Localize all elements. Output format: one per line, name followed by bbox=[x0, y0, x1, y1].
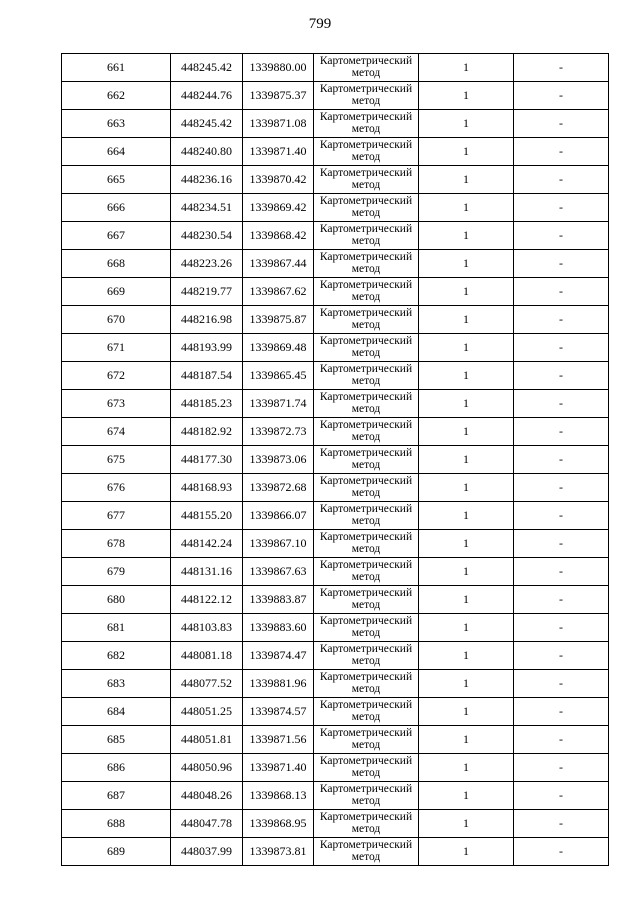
accuracy-cell: 1 bbox=[419, 166, 514, 194]
table-row bbox=[62, 278, 609, 306]
method-text-line-1: Картометрический bbox=[319, 195, 413, 207]
point-number-cell: 683 bbox=[62, 670, 171, 698]
x-coordinate-cell: 448077.52 bbox=[171, 670, 243, 698]
accuracy-cell: 1 bbox=[419, 838, 514, 866]
point-number-cell: 675 bbox=[62, 446, 171, 474]
table-row bbox=[62, 614, 609, 642]
description-cell: - bbox=[514, 782, 609, 810]
table-row bbox=[62, 334, 609, 362]
description-cell: - bbox=[514, 754, 609, 782]
point-number-cell: 684 bbox=[62, 698, 171, 726]
method-cell bbox=[314, 586, 419, 614]
method-text-line-2: метод bbox=[351, 431, 381, 443]
method-cell bbox=[314, 474, 419, 502]
point-number-cell: 674 bbox=[62, 418, 171, 446]
method-text-line-1: Картометрический bbox=[319, 671, 413, 683]
table-row bbox=[62, 194, 609, 222]
point-number-cell: 679 bbox=[62, 558, 171, 586]
point-number-cell: 676 bbox=[62, 474, 171, 502]
method-cell bbox=[314, 250, 419, 278]
x-coordinate-cell: 448236.16 bbox=[171, 166, 243, 194]
table-row bbox=[62, 754, 609, 782]
method-text-line-2: метод bbox=[351, 627, 381, 639]
method-cell bbox=[314, 838, 419, 866]
description-cell: - bbox=[514, 138, 609, 166]
method-text-line-2: метод bbox=[351, 67, 381, 79]
description-cell: - bbox=[514, 306, 609, 334]
accuracy-cell: 1 bbox=[419, 334, 514, 362]
point-number-cell: 661 bbox=[62, 54, 171, 82]
method-text-line-1: Картометрический bbox=[319, 307, 413, 319]
method-text-line-2: метод bbox=[351, 123, 381, 135]
page-number: 799 bbox=[308, 16, 332, 32]
accuracy-cell: 1 bbox=[419, 250, 514, 278]
y-coordinate-cell: 1339874.57 bbox=[243, 698, 314, 726]
x-coordinate-cell: 448051.25 bbox=[171, 698, 243, 726]
method-cell bbox=[314, 306, 419, 334]
x-coordinate-cell: 448155.20 bbox=[171, 502, 243, 530]
table-row bbox=[62, 670, 609, 698]
x-coordinate-cell: 448050.96 bbox=[171, 754, 243, 782]
y-coordinate-cell: 1339865.45 bbox=[243, 362, 314, 390]
table-row bbox=[62, 586, 609, 614]
method-cell bbox=[314, 502, 419, 530]
accuracy-cell: 1 bbox=[419, 670, 514, 698]
method-text-line-2: метод bbox=[351, 487, 381, 499]
y-coordinate-cell: 1339870.42 bbox=[243, 166, 314, 194]
method-text-line-1: Картометрический bbox=[319, 83, 413, 95]
method-cell bbox=[314, 558, 419, 586]
point-number-cell: 681 bbox=[62, 614, 171, 642]
method-text-line-1: Картометрический bbox=[319, 755, 413, 767]
method-text-line-2: метод bbox=[351, 347, 381, 359]
y-coordinate-cell: 1339874.47 bbox=[243, 642, 314, 670]
method-cell bbox=[314, 82, 419, 110]
method-text-line-1: Картометрический bbox=[319, 615, 413, 627]
method-text-line-1: Картометрический bbox=[319, 727, 413, 739]
table-row bbox=[62, 474, 609, 502]
y-coordinate-cell: 1339873.81 bbox=[243, 838, 314, 866]
accuracy-cell: 1 bbox=[419, 502, 514, 530]
point-number-cell: 689 bbox=[62, 838, 171, 866]
table-row bbox=[62, 726, 609, 754]
method-text-line-1: Картометрический bbox=[319, 55, 413, 67]
method-text-line-2: метод bbox=[351, 823, 381, 835]
table-row bbox=[62, 362, 609, 390]
description-cell: - bbox=[514, 810, 609, 838]
coordinates-table bbox=[61, 53, 609, 866]
table-row bbox=[62, 698, 609, 726]
method-text-line-1: Картометрический bbox=[319, 559, 413, 571]
method-text-line-2: метод bbox=[351, 655, 381, 667]
accuracy-cell: 1 bbox=[419, 530, 514, 558]
method-text-line-1: Картометрический bbox=[319, 223, 413, 235]
method-cell bbox=[314, 726, 419, 754]
accuracy-cell: 1 bbox=[419, 82, 514, 110]
method-text-line-1: Картометрический bbox=[319, 839, 413, 851]
x-coordinate-cell: 448182.92 bbox=[171, 418, 243, 446]
point-number-cell: 662 bbox=[62, 82, 171, 110]
description-cell: - bbox=[514, 222, 609, 250]
table-row bbox=[62, 390, 609, 418]
method-text-line-2: метод bbox=[351, 179, 381, 191]
method-cell bbox=[314, 222, 419, 250]
description-cell: - bbox=[514, 726, 609, 754]
table-row bbox=[62, 782, 609, 810]
method-text-line-2: метод bbox=[351, 795, 381, 807]
accuracy-cell: 1 bbox=[419, 614, 514, 642]
method-cell bbox=[314, 166, 419, 194]
point-number-cell: 663 bbox=[62, 110, 171, 138]
description-cell: - bbox=[514, 334, 609, 362]
description-cell: - bbox=[514, 54, 609, 82]
y-coordinate-cell: 1339871.56 bbox=[243, 726, 314, 754]
accuracy-cell: 1 bbox=[419, 418, 514, 446]
accuracy-cell: 1 bbox=[419, 446, 514, 474]
description-cell: - bbox=[514, 82, 609, 110]
table-row bbox=[62, 558, 609, 586]
y-coordinate-cell: 1339872.73 bbox=[243, 418, 314, 446]
method-text-line-1: Картометрический bbox=[319, 279, 413, 291]
point-number-cell: 678 bbox=[62, 530, 171, 558]
x-coordinate-cell: 448131.16 bbox=[171, 558, 243, 586]
y-coordinate-cell: 1339875.87 bbox=[243, 306, 314, 334]
accuracy-cell: 1 bbox=[419, 138, 514, 166]
method-text-line-2: метод bbox=[351, 151, 381, 163]
x-coordinate-cell: 448244.76 bbox=[171, 82, 243, 110]
accuracy-cell: 1 bbox=[419, 726, 514, 754]
accuracy-cell: 1 bbox=[419, 782, 514, 810]
y-coordinate-cell: 1339871.40 bbox=[243, 754, 314, 782]
point-number-cell: 664 bbox=[62, 138, 171, 166]
x-coordinate-cell: 448103.83 bbox=[171, 614, 243, 642]
y-coordinate-cell: 1339875.37 bbox=[243, 82, 314, 110]
method-text-line-2: метод bbox=[351, 599, 381, 611]
method-text-line-2: метод bbox=[351, 403, 381, 415]
x-coordinate-cell: 448168.93 bbox=[171, 474, 243, 502]
method-text-line-1: Картометрический bbox=[319, 475, 413, 487]
method-cell bbox=[314, 278, 419, 306]
x-coordinate-cell: 448142.24 bbox=[171, 530, 243, 558]
y-coordinate-cell: 1339868.95 bbox=[243, 810, 314, 838]
y-coordinate-cell: 1339867.10 bbox=[243, 530, 314, 558]
accuracy-cell: 1 bbox=[419, 698, 514, 726]
x-coordinate-cell: 448216.98 bbox=[171, 306, 243, 334]
description-cell: - bbox=[514, 446, 609, 474]
method-cell bbox=[314, 418, 419, 446]
table-row bbox=[62, 418, 609, 446]
table-row bbox=[62, 138, 609, 166]
method-text-line-1: Картометрический bbox=[319, 167, 413, 179]
accuracy-cell: 1 bbox=[419, 586, 514, 614]
point-number-cell: 688 bbox=[62, 810, 171, 838]
method-cell bbox=[314, 642, 419, 670]
x-coordinate-cell: 448081.18 bbox=[171, 642, 243, 670]
description-cell: - bbox=[514, 110, 609, 138]
point-number-cell: 673 bbox=[62, 390, 171, 418]
method-text-line-1: Картометрический bbox=[319, 391, 413, 403]
method-cell bbox=[314, 614, 419, 642]
table-row bbox=[62, 530, 609, 558]
method-text-line-2: метод bbox=[351, 95, 381, 107]
point-number-cell: 666 bbox=[62, 194, 171, 222]
method-cell bbox=[314, 670, 419, 698]
table-row bbox=[62, 838, 609, 866]
description-cell: - bbox=[514, 670, 609, 698]
x-coordinate-cell: 448245.42 bbox=[171, 54, 243, 82]
description-cell: - bbox=[514, 586, 609, 614]
method-cell bbox=[314, 390, 419, 418]
description-cell: - bbox=[514, 614, 609, 642]
x-coordinate-cell: 448193.99 bbox=[171, 334, 243, 362]
method-text-line-1: Картометрический bbox=[319, 251, 413, 263]
y-coordinate-cell: 1339868.42 bbox=[243, 222, 314, 250]
point-number-cell: 668 bbox=[62, 250, 171, 278]
y-coordinate-cell: 1339871.74 bbox=[243, 390, 314, 418]
point-number-cell: 672 bbox=[62, 362, 171, 390]
method-cell bbox=[314, 698, 419, 726]
description-cell: - bbox=[514, 558, 609, 586]
y-coordinate-cell: 1339868.13 bbox=[243, 782, 314, 810]
x-coordinate-cell: 448219.77 bbox=[171, 278, 243, 306]
description-cell: - bbox=[514, 418, 609, 446]
method-cell bbox=[314, 334, 419, 362]
method-cell bbox=[314, 110, 419, 138]
description-cell: - bbox=[514, 194, 609, 222]
x-coordinate-cell: 448048.26 bbox=[171, 782, 243, 810]
table-row bbox=[62, 502, 609, 530]
method-text-line-2: метод bbox=[351, 711, 381, 723]
method-text-line-1: Картометрический bbox=[319, 335, 413, 347]
point-number-cell: 671 bbox=[62, 334, 171, 362]
description-cell: - bbox=[514, 474, 609, 502]
y-coordinate-cell: 1339867.44 bbox=[243, 250, 314, 278]
description-cell: - bbox=[514, 838, 609, 866]
table-row bbox=[62, 642, 609, 670]
point-number-cell: 665 bbox=[62, 166, 171, 194]
x-coordinate-cell: 448234.51 bbox=[171, 194, 243, 222]
method-cell bbox=[314, 446, 419, 474]
method-cell bbox=[314, 194, 419, 222]
table-row bbox=[62, 166, 609, 194]
x-coordinate-cell: 448037.99 bbox=[171, 838, 243, 866]
accuracy-cell: 1 bbox=[419, 474, 514, 502]
description-cell: - bbox=[514, 390, 609, 418]
point-number-cell: 687 bbox=[62, 782, 171, 810]
method-text-line-2: метод bbox=[351, 571, 381, 583]
point-number-cell: 686 bbox=[62, 754, 171, 782]
accuracy-cell: 1 bbox=[419, 810, 514, 838]
y-coordinate-cell: 1339871.08 bbox=[243, 110, 314, 138]
coordinates-table-body bbox=[62, 54, 609, 866]
description-cell: - bbox=[514, 362, 609, 390]
method-text-line-1: Картометрический bbox=[319, 419, 413, 431]
table-row bbox=[62, 222, 609, 250]
method-text-line-2: метод bbox=[351, 683, 381, 695]
accuracy-cell: 1 bbox=[419, 754, 514, 782]
point-number-cell: 667 bbox=[62, 222, 171, 250]
method-text-line-1: Картометрический bbox=[319, 363, 413, 375]
point-number-cell: 685 bbox=[62, 726, 171, 754]
y-coordinate-cell: 1339869.42 bbox=[243, 194, 314, 222]
y-coordinate-cell: 1339883.87 bbox=[243, 586, 314, 614]
method-text-line-2: метод bbox=[351, 515, 381, 527]
accuracy-cell: 1 bbox=[419, 222, 514, 250]
method-text-line-2: метод bbox=[351, 851, 381, 863]
point-number-cell: 669 bbox=[62, 278, 171, 306]
point-number-cell: 670 bbox=[62, 306, 171, 334]
method-text-line-2: метод bbox=[351, 291, 381, 303]
x-coordinate-cell: 448122.12 bbox=[171, 586, 243, 614]
method-text-line-2: метод bbox=[351, 235, 381, 247]
x-coordinate-cell: 448245.42 bbox=[171, 110, 243, 138]
accuracy-cell: 1 bbox=[419, 642, 514, 670]
method-cell bbox=[314, 810, 419, 838]
y-coordinate-cell: 1339883.60 bbox=[243, 614, 314, 642]
x-coordinate-cell: 448185.23 bbox=[171, 390, 243, 418]
y-coordinate-cell: 1339867.63 bbox=[243, 558, 314, 586]
description-cell: - bbox=[514, 278, 609, 306]
method-text-line-1: Картометрический bbox=[319, 811, 413, 823]
table-row bbox=[62, 54, 609, 82]
method-text-line-2: метод bbox=[351, 767, 381, 779]
description-cell: - bbox=[514, 502, 609, 530]
table-row bbox=[62, 250, 609, 278]
method-cell bbox=[314, 138, 419, 166]
point-number-cell: 682 bbox=[62, 642, 171, 670]
method-text-line-1: Картометрический bbox=[319, 783, 413, 795]
accuracy-cell: 1 bbox=[419, 278, 514, 306]
table-row bbox=[62, 110, 609, 138]
method-cell bbox=[314, 530, 419, 558]
x-coordinate-cell: 448047.78 bbox=[171, 810, 243, 838]
accuracy-cell: 1 bbox=[419, 54, 514, 82]
method-text-line-1: Картометрический bbox=[319, 643, 413, 655]
method-cell bbox=[314, 782, 419, 810]
table-row bbox=[62, 306, 609, 334]
method-text-line-1: Картометрический bbox=[319, 587, 413, 599]
point-number-cell: 677 bbox=[62, 502, 171, 530]
method-text-line-2: метод bbox=[351, 263, 381, 275]
description-cell: - bbox=[514, 250, 609, 278]
accuracy-cell: 1 bbox=[419, 306, 514, 334]
accuracy-cell: 1 bbox=[419, 362, 514, 390]
method-text-line-2: метод bbox=[351, 459, 381, 471]
method-text-line-2: метод bbox=[351, 543, 381, 555]
x-coordinate-cell: 448177.30 bbox=[171, 446, 243, 474]
description-cell: - bbox=[514, 698, 609, 726]
description-cell: - bbox=[514, 530, 609, 558]
method-text-line-1: Картометрический bbox=[319, 503, 413, 515]
method-text-line-1: Картометрический bbox=[319, 111, 413, 123]
accuracy-cell: 1 bbox=[419, 390, 514, 418]
method-text-line-1: Картометрический bbox=[319, 699, 413, 711]
y-coordinate-cell: 1339869.48 bbox=[243, 334, 314, 362]
table-row bbox=[62, 82, 609, 110]
point-number-cell: 680 bbox=[62, 586, 171, 614]
x-coordinate-cell: 448051.81 bbox=[171, 726, 243, 754]
accuracy-cell: 1 bbox=[419, 194, 514, 222]
x-coordinate-cell: 448223.26 bbox=[171, 250, 243, 278]
method-text-line-2: метод bbox=[351, 739, 381, 751]
method-text-line-1: Картометрический bbox=[319, 531, 413, 543]
method-text-line-2: метод bbox=[351, 319, 381, 331]
method-cell bbox=[314, 754, 419, 782]
y-coordinate-cell: 1339873.06 bbox=[243, 446, 314, 474]
method-cell bbox=[314, 54, 419, 82]
x-coordinate-cell: 448240.80 bbox=[171, 138, 243, 166]
description-cell: - bbox=[514, 642, 609, 670]
method-text-line-1: Картометрический bbox=[319, 447, 413, 459]
table-row bbox=[62, 446, 609, 474]
y-coordinate-cell: 1339866.07 bbox=[243, 502, 314, 530]
accuracy-cell: 1 bbox=[419, 558, 514, 586]
x-coordinate-cell: 448230.54 bbox=[171, 222, 243, 250]
y-coordinate-cell: 1339867.62 bbox=[243, 278, 314, 306]
table-row bbox=[62, 810, 609, 838]
y-coordinate-cell: 1339872.68 bbox=[243, 474, 314, 502]
y-coordinate-cell: 1339880.00 bbox=[243, 54, 314, 82]
method-text-line-2: метод bbox=[351, 375, 381, 387]
accuracy-cell: 1 bbox=[419, 110, 514, 138]
method-text-line-2: метод bbox=[351, 207, 381, 219]
y-coordinate-cell: 1339881.96 bbox=[243, 670, 314, 698]
y-coordinate-cell: 1339871.40 bbox=[243, 138, 314, 166]
method-cell bbox=[314, 362, 419, 390]
x-coordinate-cell: 448187.54 bbox=[171, 362, 243, 390]
method-text-line-1: Картометрический bbox=[319, 139, 413, 151]
description-cell: - bbox=[514, 166, 609, 194]
